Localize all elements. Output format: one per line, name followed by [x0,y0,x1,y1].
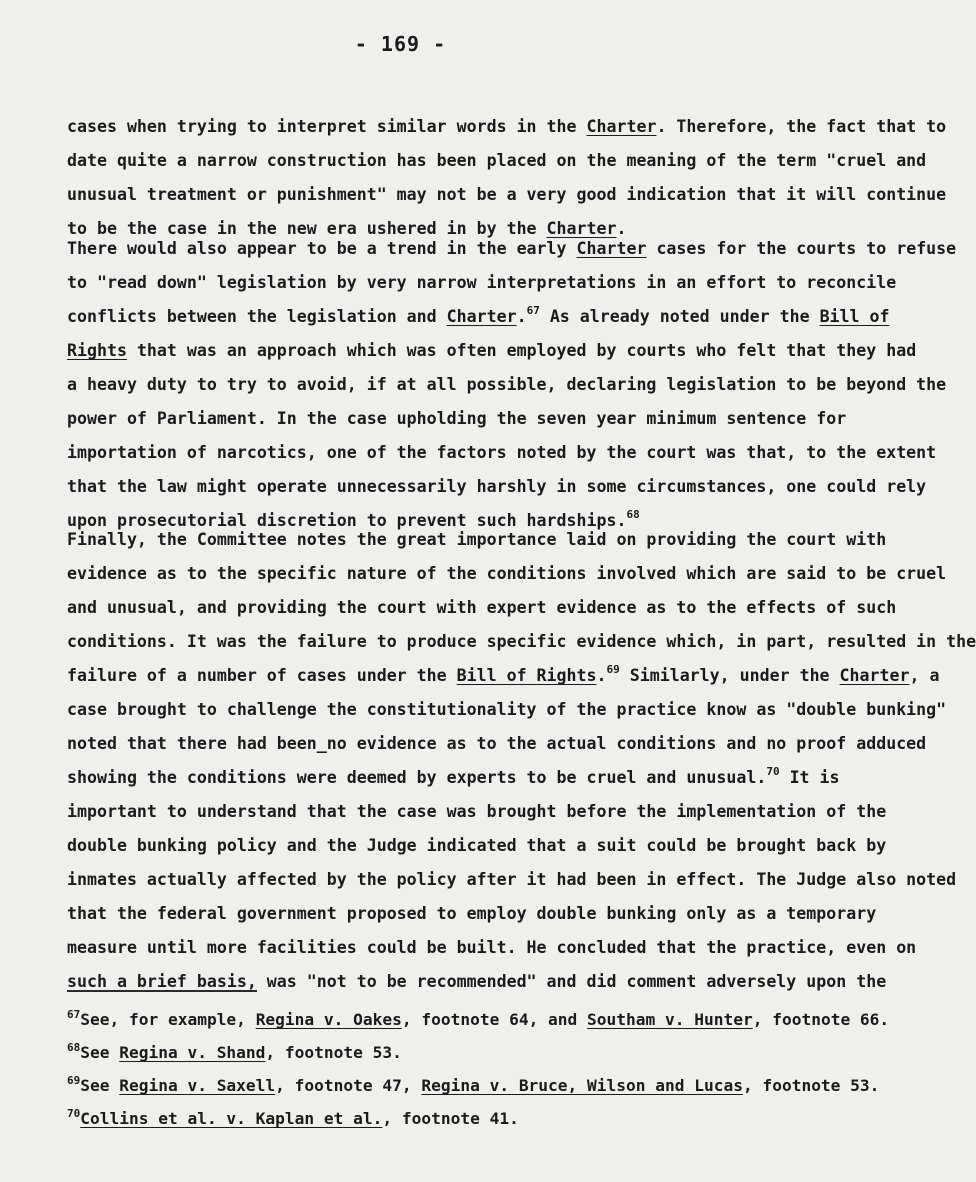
paragraph-2 [67,232,957,538]
paragraph-3 [67,523,976,999]
case-reference: Regina v. Bruce, Wilson and Lucas [421,1076,743,1095]
text-line [67,761,840,795]
text-run: See, for example, [80,1010,256,1029]
text-line: such a brief basis, was "not to be recommended" and did comment adversely upon the [67,972,887,991]
footnote-number: 68 [67,1041,81,1054]
text-run: , footnote 53. [742,1076,880,1095]
text-line: important to understand that the case was brought before the implementation of the [67,802,887,821]
footnote-number: 69 [67,1074,81,1087]
text-line: evidence as to the specific nature of the conditions involved which are said to be cruel [67,564,947,583]
text-line [67,300,890,334]
text-run: , footnote 53. [265,1043,402,1062]
case-reference: Regina v. Shand [119,1043,266,1062]
text-run: failure of a number of cases under the [67,666,457,685]
footnote [67,1036,767,1069]
text-run: As already noted under the [539,307,820,326]
text-line: a heavy duty to try to avoid, if at all possible, declaring legislation to be beyond the [67,375,947,394]
case-reference: Rights [67,341,127,360]
footnote-number: 67 [67,1008,81,1021]
case-reference: Charter [586,117,657,136]
text-line [67,232,957,266]
text-line [67,334,917,368]
footnotes [67,1003,890,1135]
text-line [67,110,947,144]
paragraph-1 [67,110,947,246]
case-reference: Regina v. Saxell [119,1076,276,1095]
text-line: and unusual, and providing the court with expert evidence as to the effects of such [67,598,897,617]
footnote [67,1102,767,1135]
text-run: , a [909,666,940,685]
text-run: , footnote 66. [752,1010,890,1029]
text-run: , footnote 41. [382,1109,519,1128]
text-line: date quite a narrow construction has been placed on the meaning of the term "cruel and [67,151,927,170]
text-line: to "read down" legislation by very narrow interpretations in an effort to reconcile [67,273,897,292]
text-run: . [596,666,607,685]
footnote-ref: 67 [526,304,540,317]
footnote-ref: 70 [766,765,780,778]
footnote-ref: 68 [626,508,640,521]
text-line: that the law might operate unnecessarily harshly in some circumstances, one could rely [67,477,927,496]
text-line: conditions. It was the failure to produce specific evidence which, in part, resulted in the [67,632,976,651]
text-run: . Therefore, the fact that to [656,117,947,136]
footnote-ref: 69 [606,663,620,676]
page-number: - 169 - [354,32,447,56]
text-run: conflicts between the legislation and [67,307,447,326]
text-run: It is [779,768,840,787]
text-run: , footnote 47, [275,1076,422,1095]
case-reference: Bill of [819,307,890,326]
text-run: . [516,307,527,326]
case-reference: Bill of Rights [456,666,597,685]
case-reference: Regina v. Oakes [255,1010,402,1029]
case-reference: Charter [546,219,617,238]
case-reference: Charter [576,239,647,258]
text-line: that the federal government proposed to employ double bunking only as a temporary [67,904,877,923]
text-run: See [80,1043,120,1062]
text-line: noted that there had been_no evidence as to the actual conditions and no proof adduced [67,734,927,753]
text-line: inmates actually affected by the policy after it had been in effect. The Judge also noted [67,870,957,889]
footnote-divider [67,990,257,992]
text-line: Finally, the Committee notes the great importance laid on providing the court with [67,530,887,549]
case-reference: Collins et al. v. Kaplan et al. [80,1109,383,1128]
text-run: , footnote 64, and [401,1010,588,1029]
text-line: double bunking policy and the Judge indicated that a suit could be brought back by [67,836,887,855]
text-line: importation of narcotics, one of the factors noted by the court was that, to the extent [67,443,937,462]
text-run: Similarly, under the [619,666,840,685]
text-run: upon prosecutorial discretion to prevent such hardships. [67,511,627,530]
text-line: case brought to challenge the constitutionality of the practice know as "double bunking" [67,700,947,719]
text-run: to be the case in the new era ushered in by the [67,219,547,238]
text-run: that was an approach which was often employed by courts who felt that they had [126,341,917,360]
text-run: . [616,219,627,238]
case-reference: Charter [839,666,910,685]
footnote [67,1069,880,1102]
text-line: unusual treatment or punishment" may not be a very good indication that it will continue [67,185,947,204]
text-run: There would also appear to be a trend in the early [67,239,577,258]
case-reference: Southam v. Hunter [587,1010,753,1029]
text-run: See [80,1076,120,1095]
text-run: showing the conditions were deemed by experts to be cruel and unusual. [67,768,767,787]
text-line [67,659,940,693]
text-line: measure until more facilities could be built. He concluded that the practice, even on [67,938,917,957]
text-run: cases for the courts to refuse [646,239,957,258]
footnote [67,1003,890,1036]
text-run: cases when trying to interpret similar words in the [67,117,587,136]
text-line: power of Parliament. In the case upholding the seven year minimum sentence for [67,409,847,428]
footnote-number: 70 [67,1107,81,1120]
case-reference: Charter [446,307,517,326]
